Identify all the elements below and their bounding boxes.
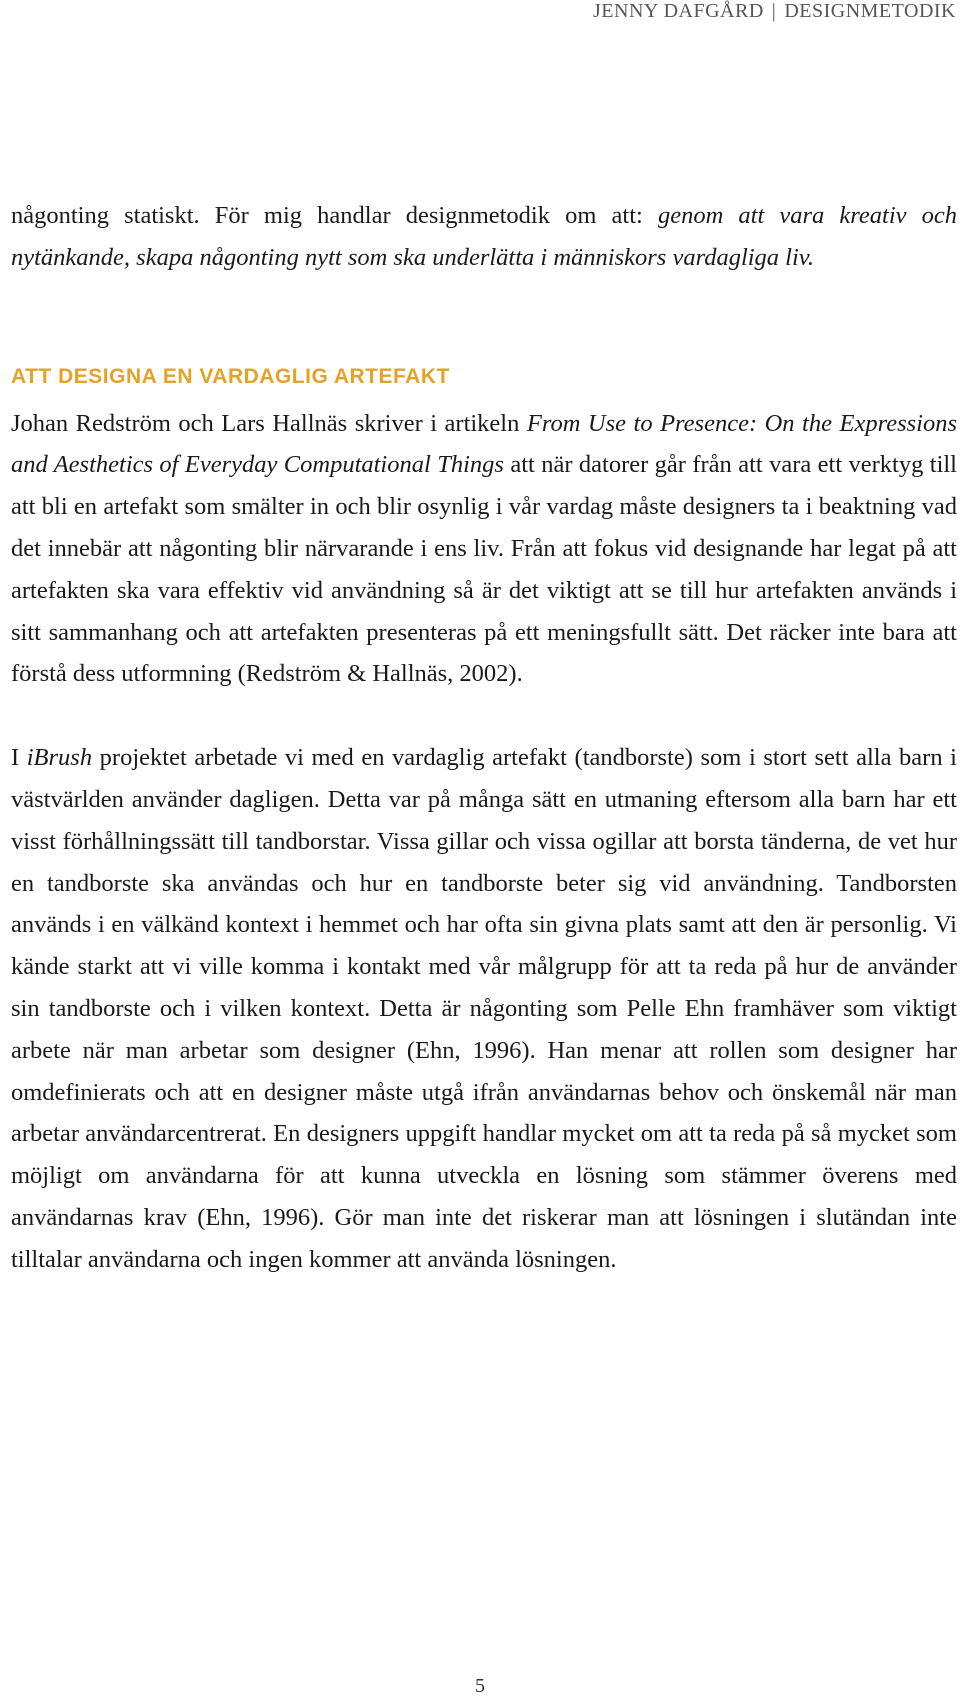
running-header xyxy=(593,0,956,23)
paragraph-text: projektet arbetade vi med en vardaglig artefakt (tandborste) som i stort sett alla barn i västvärlden använder dagligen. Detta var på många sätt en utmaning eftersom alla barn har ett visst förhållningssätt till tandborstar. Vissa gillar och vissa ogillar att borsta tänderna, de vet hur en tandborste ska användas och hur en tandborste beter sig vid användning. Tandborsten används i en välkänd kontext i hemmet och har ofta sin givna plats samt att den är personlig. Vi kände starkt att vi ville komma i kontakt med vår målgrupp för att ta reda på hur de använder sin tandborste och i vilken kontext. Detta är någonting som Pelle Ehn framhäver som viktigt arbete när man arbetar som designer (Ehn, 1996). Han menar att rollen som designer har omdefinierats och att en designer måste utgå ifrån användarnas behov och önskemål när man arbetar användarcentrerat. En designers uppgift handlar mycket om att ta reda på så mycket som möjligt om användarna för att kunna utveckla en lösning som stämmer överens med användarnas krav (Ehn, 1996). Gör man inte det riskerar man att lösningen i slutändan inte tilltalar användarna och ingen kommer att använda lösningen. xyxy=(11,744,957,1273)
intro-text: någonting statiskt. För mig handlar designmetodik om att: xyxy=(11,202,658,229)
paragraph-ibrush xyxy=(11,737,957,1280)
paragraph-text: I xyxy=(11,744,27,772)
header-separator: | xyxy=(771,0,777,22)
paragraph-text: att när datorer går från att vara ett verktyg till att bli en artefakt som smälter in och blir osynlig i vår vardag måste designers ta i beaktning vad det innebär att någonting blir närvarande i ens liv. Från att fokus vid designande har legat på att artefakten ska vara effektiv vid användning så är det viktigt att se till hur artefakten används i sitt sammanhang och att artefakten presenteras på ett meningsfullt sätt. Det räcker inte bara att förstå dess utformning (Redström & Hallnäs, 2002). xyxy=(11,451,957,688)
article-title: From Use to Presence: On the Expressions and Aesthetics of Everyday Computational Things xyxy=(11,409,957,479)
paragraph-redstrom-hallnas xyxy=(11,403,957,696)
page-number: 5 xyxy=(475,1675,485,1697)
paragraph-text: Johan Redström och Lars Hallnäs skriver i artikeln xyxy=(11,409,527,437)
intro-paragraph xyxy=(11,195,957,279)
page-body xyxy=(11,195,957,1281)
header-author: JENNY DAFGÅRD xyxy=(593,0,764,22)
header-course: DESIGNMETODIK xyxy=(784,0,956,22)
intro-italic-text: genom att vara kreativ och nytänkande, skapa någonting nytt som ska underlätta i människors vardagliga liv. xyxy=(11,202,957,271)
section-heading: ATT DESIGNA EN VARDAGLIG ARTEFAKT xyxy=(11,364,450,388)
project-name: iBrush xyxy=(26,744,93,772)
